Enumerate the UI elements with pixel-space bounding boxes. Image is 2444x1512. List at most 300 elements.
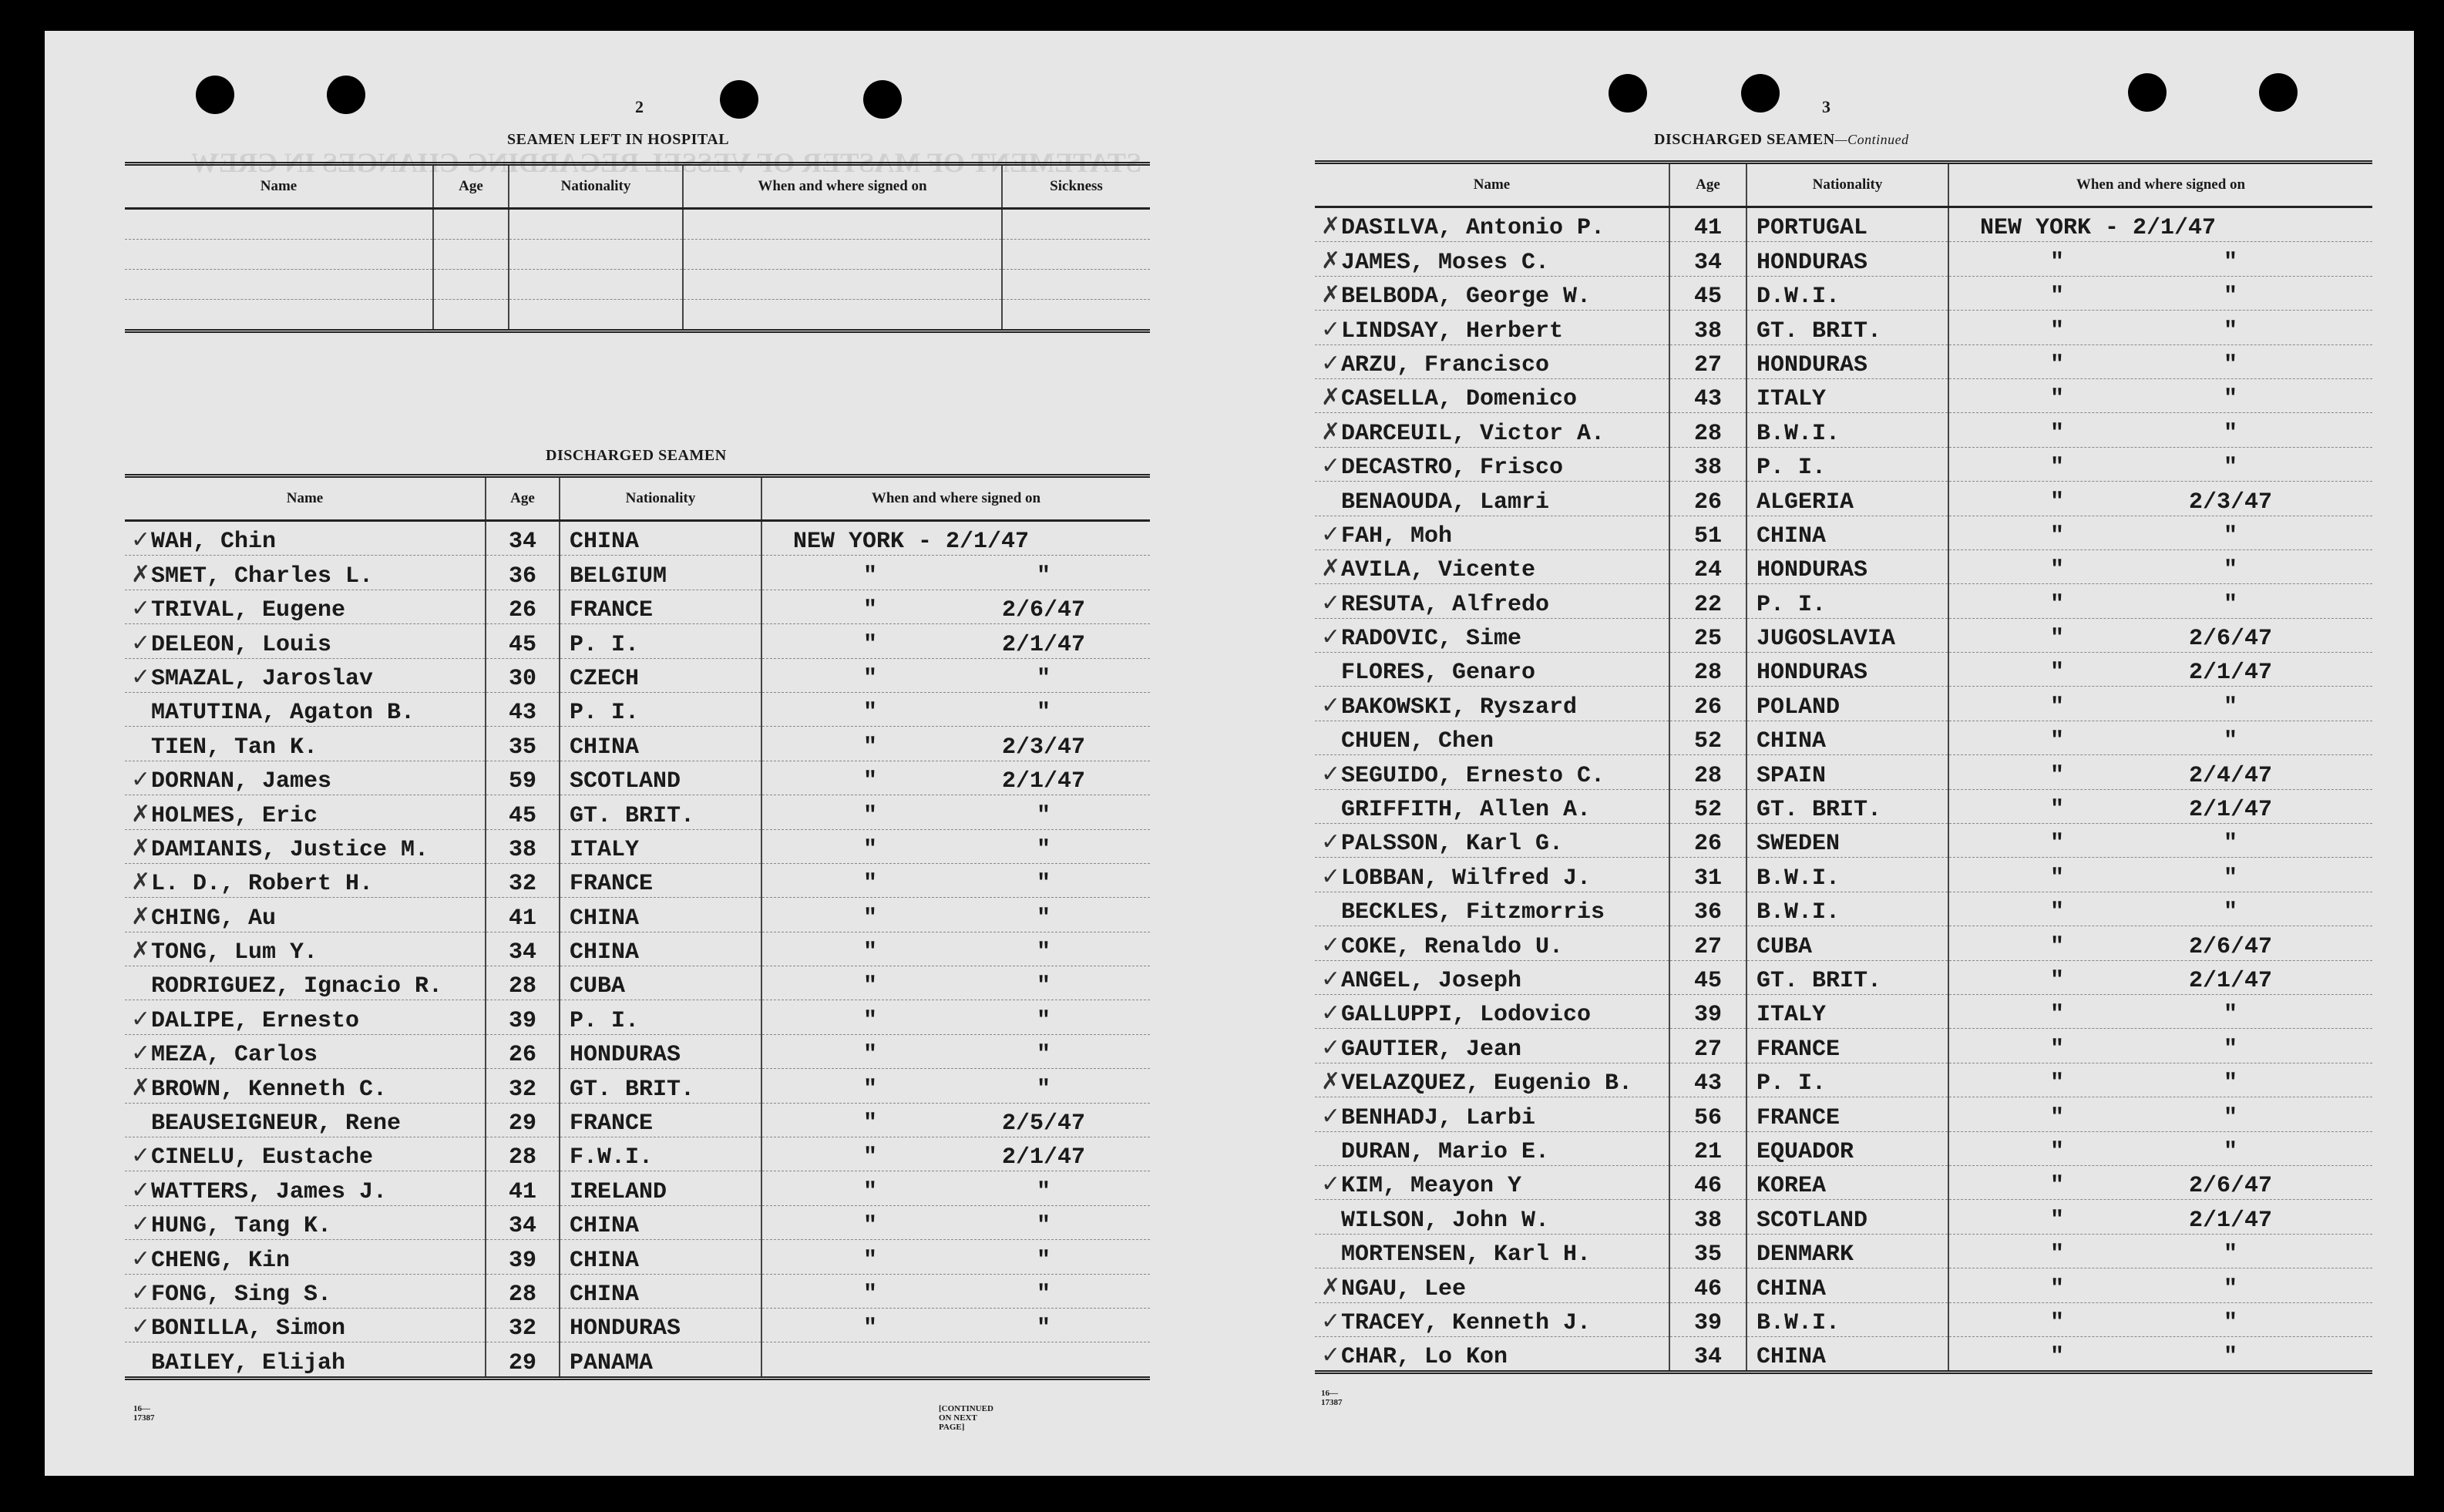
table-cell: 28	[486, 966, 560, 1000]
table-cell: 36	[1669, 892, 1746, 926]
check-mark: ✗	[1321, 418, 1341, 445]
table-row	[1315, 687, 2372, 721]
table-row	[125, 829, 1150, 863]
table-cell: 35	[1669, 1234, 1746, 1268]
table-cell: 32	[486, 863, 560, 897]
empty-row	[125, 240, 1150, 270]
table-row	[1315, 653, 2372, 687]
table-cell: CHINA	[1746, 1336, 1948, 1372]
continued-note: [CONTINUED ON NEXT PAGE]	[939, 1404, 993, 1432]
table-cell: P. I.	[1746, 1063, 1948, 1097]
seaman-name: CINELU, Eustache	[151, 1144, 374, 1171]
signed-on-date: "	[1036, 871, 1051, 898]
col-header: Age	[486, 476, 560, 521]
table-cell: GT. BRIT.	[1746, 960, 1948, 994]
table-cell	[761, 1000, 1150, 1034]
signed-on-place: "	[862, 802, 877, 829]
table-cell	[1315, 892, 1669, 926]
form-number: 16—17387	[1321, 1389, 1343, 1407]
signed-on-place: "	[862, 665, 877, 692]
table-row	[1315, 1029, 2372, 1063]
table-cell	[1948, 721, 2372, 754]
table-row	[125, 1171, 1150, 1205]
manifest-sheet	[45, 31, 2414, 1476]
table-cell: CHINA	[560, 1274, 761, 1308]
table-cell: 28	[1669, 653, 1746, 687]
signed-on-date: "	[2223, 522, 2237, 549]
signed-on-date: 2/1/47	[2188, 797, 2273, 824]
table-cell: IRELAND	[560, 1171, 761, 1205]
table-cell: B.W.I.	[1746, 858, 1948, 892]
signed-on-date: 2/1/47	[2188, 660, 2273, 687]
check-mark: ✓	[1321, 1033, 1341, 1061]
signed-on-date: "	[1036, 802, 1051, 829]
signed-on-date: "	[2223, 1104, 2237, 1131]
seaman-name: DORNAN, James	[151, 768, 332, 795]
table-cell	[1948, 1097, 2372, 1131]
punch-hole	[720, 80, 758, 119]
table-cell	[761, 932, 1150, 966]
seaman-name: DECASTRO, Frisco	[1341, 455, 1564, 482]
table-cell	[1948, 1063, 2372, 1097]
table-cell	[125, 761, 486, 795]
table-cell	[1948, 276, 2372, 310]
table-cell: 27	[1669, 1029, 1746, 1063]
table-cell	[761, 556, 1150, 590]
signed-on-date: "	[1036, 836, 1051, 863]
table-cell	[125, 240, 433, 270]
col-header: When and where signed on	[1948, 163, 2372, 207]
discharged-table-left	[125, 474, 1150, 1380]
table-row	[1315, 584, 2372, 618]
seaman-name: TONG, Lum Y.	[151, 939, 318, 966]
table-cell	[125, 932, 486, 966]
signed-on-place: "	[862, 1281, 877, 1308]
table-cell: B.W.I.	[1746, 892, 1948, 926]
table-cell	[1315, 1200, 1669, 1234]
signed-on-date: "	[2223, 1036, 2237, 1063]
table-cell	[125, 1137, 486, 1171]
seaman-name: DELEON, Louis	[151, 631, 332, 658]
punch-hole	[1741, 74, 1780, 113]
empty-row	[125, 270, 1150, 300]
check-mark: ✓	[131, 1211, 151, 1238]
table-cell	[1948, 1336, 2372, 1372]
seaman-name: MORTENSEN, Karl H.	[1341, 1242, 1592, 1268]
table-cell	[1315, 1063, 1669, 1097]
seaman-name: CHUEN, Chen	[1341, 728, 1494, 755]
signed-on-place: "	[2049, 1036, 2064, 1063]
table-row	[1315, 242, 2372, 276]
table-row	[1315, 413, 2372, 447]
table-cell	[509, 270, 683, 300]
table-row	[125, 898, 1150, 932]
table-cell	[1948, 413, 2372, 447]
table-cell	[761, 1240, 1150, 1274]
seaman-name: SEGUIDO, Ernesto C.	[1341, 762, 1605, 789]
table-cell: JUGOSLAVIA	[1746, 618, 1948, 652]
signed-on-date: "	[1036, 700, 1051, 727]
col-header: Age	[433, 164, 509, 209]
table-row	[125, 727, 1150, 761]
check-mark: ✓	[1321, 1171, 1341, 1198]
table-cell: 26	[486, 1034, 560, 1068]
signed-on-place: "	[2049, 522, 2064, 549]
signed-on-place: "	[862, 871, 877, 898]
hospital-table	[125, 162, 1150, 333]
check-mark: ✓	[131, 766, 151, 794]
title-main: DISCHARGED SEAMEN	[1654, 131, 1835, 148]
table-cell	[433, 270, 509, 300]
table-cell: F.W.I.	[560, 1137, 761, 1171]
table-cell	[1315, 482, 1669, 516]
signed-on-date: "	[1036, 1007, 1051, 1034]
table-cell: FRANCE	[560, 590, 761, 623]
table-row	[125, 1103, 1150, 1137]
table-cell: SPAIN	[1746, 755, 1948, 789]
table-cell	[125, 795, 486, 829]
table-row	[125, 1069, 1150, 1103]
seaman-name: RADOVIC, Sime	[1341, 626, 1522, 653]
seaman-name: BROWN, Kenneth C.	[151, 1076, 388, 1103]
signed-on-place: "	[2049, 1104, 2064, 1131]
check-mark: ✗	[1321, 281, 1341, 309]
check-mark: ✓	[1321, 1342, 1341, 1369]
signed-on-place: "	[862, 700, 877, 727]
table-cell: FRANCE	[1746, 1029, 1948, 1063]
page-number: 2	[635, 97, 644, 116]
table-row	[1315, 1268, 2372, 1302]
table-cell	[125, 624, 486, 658]
table-cell: 46	[1669, 1268, 1746, 1302]
punch-hole	[2259, 73, 2298, 112]
table-cell: 21	[1669, 1131, 1746, 1165]
table-cell: 45	[486, 624, 560, 658]
table-cell: 41	[486, 898, 560, 932]
table-cell: CHINA	[560, 1205, 761, 1239]
table-cell	[1315, 447, 1669, 481]
signed-on-place: "	[862, 1007, 877, 1034]
seaman-name: CASELLA, Domenico	[1341, 386, 1578, 413]
seaman-name: RODRIGUEZ, Ignacio R.	[151, 973, 443, 1000]
table-cell: ITALY	[1746, 378, 1948, 412]
table-cell: 43	[1669, 1063, 1746, 1097]
signed-on-date: 2/6/47	[2188, 626, 2273, 653]
seaman-name: MEZA, Carlos	[151, 1042, 318, 1069]
discharged-table-right	[1315, 160, 2372, 1374]
seaman-name: GAUTIER, Jean	[1341, 1036, 1522, 1063]
col-header: Nationality	[560, 476, 761, 521]
table-cell: 36	[486, 556, 560, 590]
signed-on-date: "	[2223, 284, 2237, 311]
check-mark: ✓	[1321, 520, 1341, 548]
table-cell: 27	[1669, 926, 1746, 960]
empty-row	[125, 209, 1150, 240]
signed-on-place: "	[2049, 1242, 2064, 1268]
table-cell: CHINA	[1746, 1268, 1948, 1302]
punch-hole	[327, 76, 365, 114]
table-cell	[125, 1240, 486, 1274]
page-number: 3	[1822, 97, 1830, 116]
table-cell: EQUADOR	[1746, 1131, 1948, 1165]
table-cell	[1948, 1302, 2372, 1336]
check-mark: ✓	[131, 1278, 151, 1306]
check-mark: ✓	[1321, 452, 1341, 480]
table-cell	[125, 300, 433, 331]
signed-on-date: "	[1036, 1247, 1051, 1274]
table-cell	[1315, 1302, 1669, 1336]
table-cell	[1948, 242, 2372, 276]
signed-on-place: "	[2049, 1070, 2064, 1097]
signed-on-date: "	[2223, 1002, 2237, 1029]
table-cell	[683, 270, 1002, 300]
table-cell	[1948, 926, 2372, 960]
table-cell	[1948, 311, 2372, 344]
signed-on-place: "	[2049, 249, 2064, 276]
signed-on-place: "	[862, 1042, 877, 1069]
check-mark: ✗	[131, 834, 151, 862]
table-cell	[1948, 378, 2372, 412]
table-cell	[125, 829, 486, 863]
table-cell	[1315, 1097, 1669, 1131]
table-cell	[1948, 824, 2372, 858]
table-row	[125, 556, 1150, 590]
table-cell: 28	[486, 1274, 560, 1308]
signed-on-date: 2/6/47	[2188, 933, 2273, 960]
table-cell: HONDURAS	[560, 1034, 761, 1068]
table-cell: GT. BRIT.	[1746, 789, 1948, 823]
table-cell	[125, 1274, 486, 1308]
table-row	[125, 590, 1150, 623]
signed-on-place: "	[2049, 1309, 2064, 1336]
table-cell: 28	[486, 1137, 560, 1171]
table-cell	[1315, 549, 1669, 583]
table-cell	[1315, 516, 1669, 549]
signed-on-place: "	[2049, 1344, 2064, 1371]
signed-on-place: NEW YORK - 2/1/47	[793, 529, 1030, 556]
table-cell: 43	[486, 692, 560, 726]
table-cell	[761, 966, 1150, 1000]
seaman-name: RESUTA, Alfredo	[1341, 591, 1550, 618]
seaman-name: TRIVAL, Eugene	[151, 597, 346, 624]
signed-on-place: "	[2049, 660, 2064, 687]
check-mark: ✓	[131, 1142, 151, 1170]
table-cell	[1315, 1336, 1669, 1372]
signed-on-date: "	[1036, 1076, 1051, 1103]
seaman-name: BENHADJ, Larbi	[1341, 1104, 1536, 1131]
table-cell: 31	[1669, 858, 1746, 892]
table-cell: 59	[486, 761, 560, 795]
check-mark: ✗	[131, 937, 151, 965]
table-row	[125, 624, 1150, 658]
table-row	[125, 1205, 1150, 1239]
seaman-name: GRIFFITH, Allen A.	[1341, 797, 1592, 824]
seaman-name: JAMES, Moses C.	[1341, 249, 1550, 276]
hospital-title: SEAMEN LEFT IN HOSPITAL	[507, 131, 730, 148]
signed-on-date: "	[2223, 1242, 2237, 1268]
table-cell: PORTUGAL	[1746, 207, 1948, 242]
signed-on-place: "	[862, 597, 877, 624]
table-cell	[509, 300, 683, 331]
table-cell	[683, 240, 1002, 270]
check-mark: ✓	[131, 526, 151, 554]
signed-on-date: "	[1036, 1315, 1051, 1342]
table-cell	[1948, 516, 2372, 549]
table-cell: 27	[1669, 344, 1746, 378]
seaman-name: FONG, Sing S.	[151, 1281, 332, 1308]
table-cell: 38	[486, 829, 560, 863]
table-cell	[761, 1205, 1150, 1239]
table-cell	[1948, 789, 2372, 823]
table-cell	[761, 590, 1150, 623]
signed-on-date: "	[1036, 1042, 1051, 1069]
signed-on-place: "	[2049, 557, 2064, 584]
table-cell	[125, 658, 486, 692]
table-cell: CHINA	[560, 521, 761, 556]
seaman-name: TIEN, Tan K.	[151, 734, 318, 761]
table-cell	[761, 761, 1150, 795]
table-row	[125, 1000, 1150, 1034]
title-continued: —Continued	[1834, 132, 1909, 147]
seaman-name: CHAR, Lo Kon	[1341, 1344, 1508, 1371]
table-cell: HONDURAS	[1746, 653, 1948, 687]
table-cell	[125, 1308, 486, 1342]
table-cell	[1315, 618, 1669, 652]
table-cell: 39	[486, 1240, 560, 1274]
check-mark: ✓	[1321, 349, 1341, 377]
table-cell: ALGERIA	[1746, 482, 1948, 516]
table-row	[1315, 926, 2372, 960]
table-cell	[1315, 926, 1669, 960]
seaman-name: WILSON, John W.	[1341, 1207, 1550, 1234]
seaman-name: KIM, Meayon Y	[1341, 1173, 1522, 1200]
table-cell: 30	[486, 658, 560, 692]
signed-on-date: "	[2223, 1344, 2237, 1371]
seaman-name: L. D., Robert H.	[151, 871, 374, 898]
table-row	[1315, 789, 2372, 823]
seaman-name: SMAZAL, Jaroslav	[151, 665, 374, 692]
table-cell	[1315, 960, 1669, 994]
table-cell: BELGIUM	[560, 556, 761, 590]
discharged-title-continued	[1654, 131, 1909, 149]
table-cell	[761, 692, 1150, 726]
check-mark: ✓	[1321, 1307, 1341, 1335]
signed-on-date: "	[2223, 249, 2237, 276]
check-mark: ✓	[1321, 589, 1341, 617]
table-cell	[1002, 300, 1150, 331]
table-cell: CHINA	[560, 1240, 761, 1274]
table-row	[1315, 516, 2372, 549]
check-mark: ✓	[1321, 965, 1341, 993]
table-row	[125, 1274, 1150, 1308]
table-cell	[761, 1103, 1150, 1137]
table-cell: 41	[1669, 207, 1746, 242]
table-cell: 26	[1669, 687, 1746, 721]
table-cell	[1002, 270, 1150, 300]
table-cell	[761, 658, 1150, 692]
signed-on-place: "	[2049, 318, 2064, 344]
table-cell: P. I.	[1746, 584, 1948, 618]
table-cell	[125, 1069, 486, 1103]
discharged-title: DISCHARGED SEAMEN	[546, 447, 727, 464]
seaman-name: MATUTINA, Agaton B.	[151, 700, 415, 727]
seaman-name: BONILLA, Simon	[151, 1315, 346, 1342]
table-cell	[125, 556, 486, 590]
signed-on-place: "	[2049, 1207, 2064, 1234]
signed-on-place: "	[862, 1213, 877, 1240]
table-cell	[1315, 1268, 1669, 1302]
table-row	[1315, 755, 2372, 789]
seaman-name: DALIPE, Ernesto	[151, 1007, 360, 1034]
table-cell	[1948, 653, 2372, 687]
table-cell	[761, 863, 1150, 897]
punch-hole	[2128, 73, 2167, 112]
table-cell	[761, 1034, 1150, 1068]
table-cell: GT. BRIT.	[560, 795, 761, 829]
col-header: Name	[1315, 163, 1669, 207]
signed-on-date: "	[2223, 420, 2237, 447]
table-cell	[125, 1171, 486, 1205]
signed-on-place: "	[2049, 591, 2064, 618]
table-cell: CZECH	[560, 658, 761, 692]
signed-on-place: "	[2049, 797, 2064, 824]
table-cell: ITALY	[1746, 994, 1948, 1028]
table-cell: 52	[1669, 789, 1746, 823]
check-mark: ✓	[131, 629, 151, 657]
table-row	[1315, 1165, 2372, 1199]
table-row	[1315, 378, 2372, 412]
table-cell	[761, 898, 1150, 932]
signed-on-date: 2/1/47	[2188, 967, 2273, 994]
table-row	[1315, 824, 2372, 858]
seaman-name: FLORES, Genaro	[1341, 660, 1536, 687]
table-row	[1315, 1063, 2372, 1097]
check-mark: ✗	[1321, 247, 1341, 274]
check-mark: ✓	[1321, 691, 1341, 719]
table-cell	[1315, 994, 1669, 1028]
table-row	[1315, 1234, 2372, 1268]
table-row	[125, 863, 1150, 897]
table-cell	[509, 209, 683, 240]
signed-on-date: "	[1036, 973, 1051, 1000]
signed-on-date: "	[1036, 665, 1051, 692]
table-cell: 29	[486, 1342, 560, 1378]
table-cell	[1948, 994, 2372, 1028]
punch-hole	[1609, 74, 1647, 113]
table-cell	[125, 863, 486, 897]
signed-on-date: 2/6/47	[2188, 1173, 2273, 1200]
signed-on-date: "	[1036, 1281, 1051, 1308]
table-cell	[1948, 1234, 2372, 1268]
signed-on-date: "	[2223, 1275, 2237, 1302]
table-cell	[761, 624, 1150, 658]
seaman-name: CHING, Au	[151, 905, 277, 932]
seaman-name: ARZU, Francisco	[1341, 351, 1550, 378]
check-mark: ✓	[1321, 931, 1341, 959]
check-mark: ✓	[1321, 315, 1341, 343]
seaman-name: LOBBAN, Wilfred J.	[1341, 865, 1592, 892]
table-cell: FRANCE	[1746, 1097, 1948, 1131]
table-cell: 45	[486, 795, 560, 829]
table-cell: 26	[1669, 482, 1746, 516]
signed-on-place: "	[862, 1247, 877, 1274]
signed-on-date: "	[2223, 694, 2237, 721]
punch-hole	[196, 76, 234, 114]
table-cell	[1315, 344, 1669, 378]
table-cell: 38	[1669, 311, 1746, 344]
table-cell: 38	[1669, 447, 1746, 481]
signed-on-date: 2/3/47	[2188, 489, 2273, 516]
